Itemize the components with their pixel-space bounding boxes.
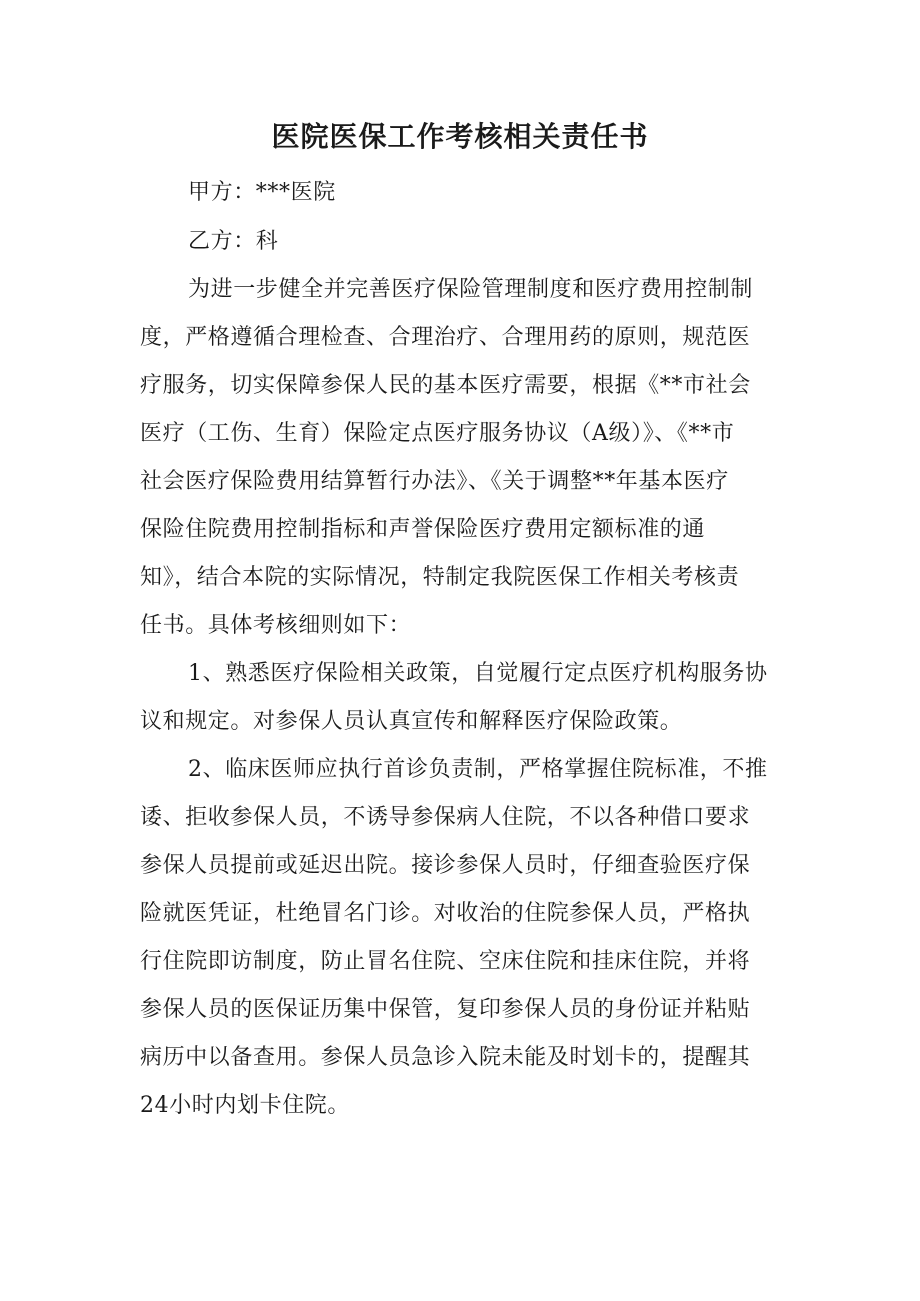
intro-line-4: 医疗（工伤、生育）保险定点医疗服务协议（A级）》、《**市 xyxy=(140,421,735,446)
item2-line-6: 参保人员的医保证历集中保管，复印参保人员的身份证并粘贴 xyxy=(140,997,751,1022)
item2-line-1: 2、临床医师应执行首诊负责制，严格掌握住院标准，不推 xyxy=(188,757,768,782)
item2-line-7: 病历中以备查用。参保人员急诊入院未能及时划卡的，提醒其 xyxy=(140,1045,751,1070)
item2-line-3: 参保人员提前或延迟出院。接诊参保人员时，仔细查验医疗保 xyxy=(140,853,751,878)
document-title: 医院医保工作考核相关责任书 xyxy=(271,120,649,153)
party-a-line: 甲方：***医院 xyxy=(188,180,336,205)
intro-line-3: 疗服务，切实保障参保人民的基本医疗需要，根据《**市社会 xyxy=(140,373,751,398)
item2-line-4: 险就医凭证，杜绝冒名门诊。对收治的住院参保人员，严格执 xyxy=(140,901,751,926)
item2-line-8: 24小时内划卡住院。 xyxy=(140,1093,350,1118)
intro-line-6: 保险住院费用控制指标和声誉保险医疗费用定额标准的通 xyxy=(140,517,706,542)
item1-line-2: 议和规定。对参保人员认真宣传和解释医疗保险政策。 xyxy=(140,709,683,734)
intro-line-1: 为进一步健全并完善医疗保险管理制度和医疗费用控制制 xyxy=(188,277,754,302)
intro-line-5: 社会医疗保险费用结算暂行办法》、《关于调整**年基本医疗 xyxy=(140,469,729,494)
item2-line-2: 诿、拒收参保人员，不诱导参保病人住院，不以各种借口要求 xyxy=(140,805,751,830)
intro-line-2: 度，严格遵循合理检查、合理治疗、合理用药的原则，规范医 xyxy=(140,325,751,350)
intro-line-7: 知》，结合本院的实际情况，特制定我院医保工作相关考核责 xyxy=(140,565,740,590)
party-b-line: 乙方：科 xyxy=(188,229,279,254)
item1-line-1: 1、熟悉医疗保险相关政策，自觉履行定点医疗机构服务协 xyxy=(188,661,768,686)
intro-line-8: 任书。具体考核细则如下： xyxy=(140,613,412,638)
item2-line-5: 行住院即访制度，防止冒名住院、空床住院和挂床住院，并将 xyxy=(140,949,751,974)
